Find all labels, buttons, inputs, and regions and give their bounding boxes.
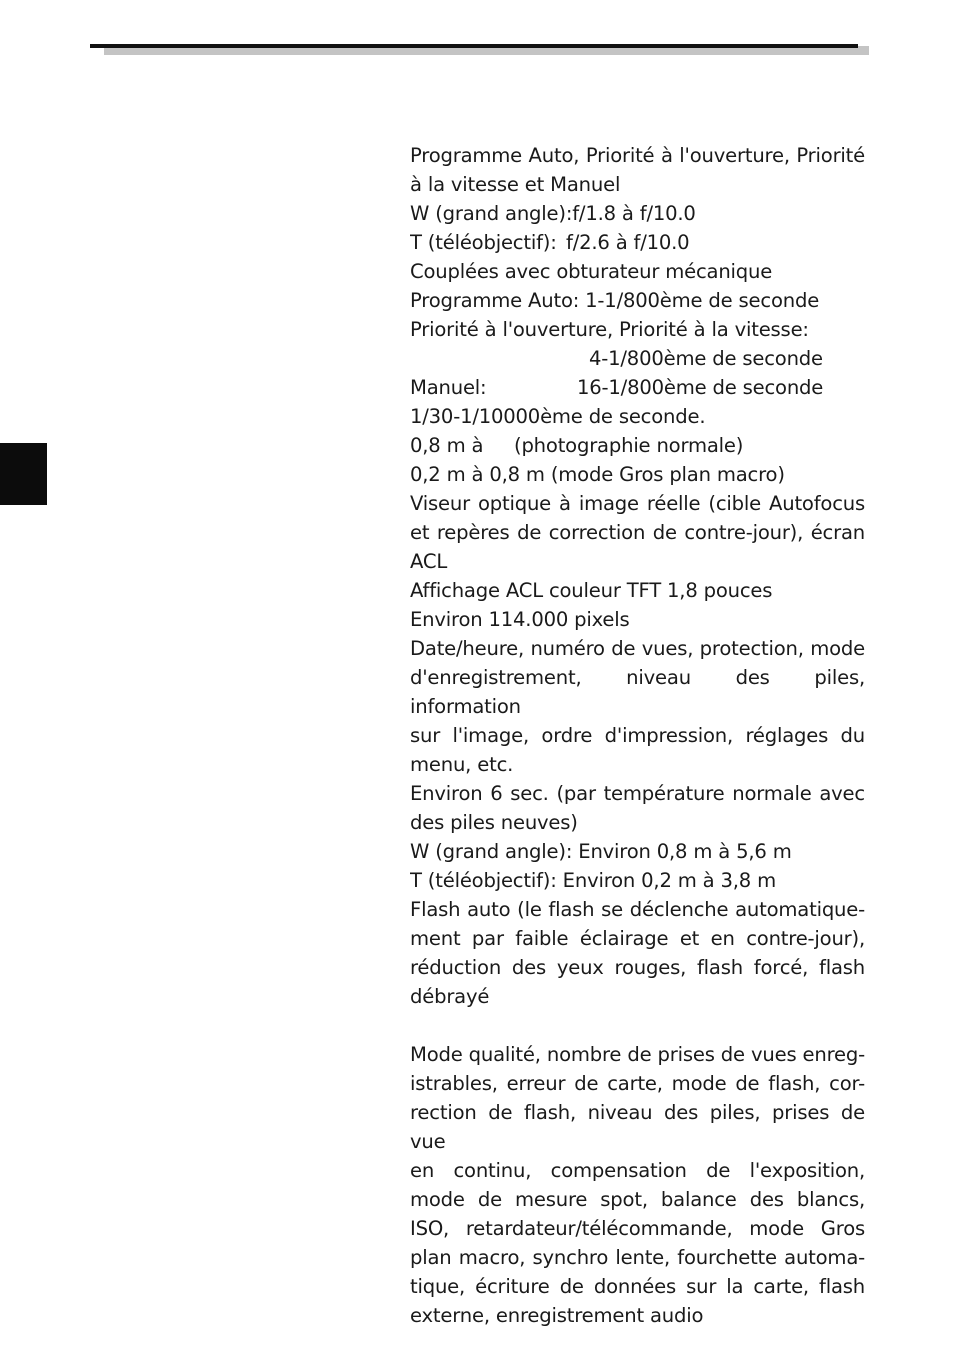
spec-line: Mode qualité, nombre de prises de vues enreg- [410, 1043, 865, 1066]
spec-line [410, 431, 865, 460]
spec-line: débrayé [410, 985, 490, 1008]
spec-line: Programme Auto: 1-1/800ème de seconde [410, 289, 820, 312]
spec-line: externe, enregistrement audio [410, 1304, 704, 1327]
spec-line: tique, écriture de données sur la carte, flash [410, 1275, 865, 1298]
spec-line: ISO, retardateur/télécommande, mode Gros [410, 1217, 865, 1240]
spec-line-label: 0,8 m à [410, 434, 484, 457]
spec-line: plan macro, synchro lente, fourchette automa- [410, 1246, 865, 1269]
spec-line: rection de flash, niveau des piles, prises de vue [410, 1101, 865, 1153]
paragraph-gap [410, 1011, 865, 1040]
spec-line: Date/heure, numéro de vues, protection, mode [410, 637, 865, 660]
spec-line-label: T (téléobjectif): [410, 231, 557, 254]
spec-line-value: f/2.6 à f/10.0 [566, 231, 690, 254]
chapter-tab-marker [0, 443, 47, 505]
spec-line-value: 16-1/800ème de seconde [577, 376, 824, 399]
spec-line: menu, etc. [410, 753, 514, 776]
specifications-text [410, 141, 865, 1330]
spec-line: des piles neuves) [410, 811, 578, 834]
spec-line: sur l'image, ordre d'impression, réglages du [410, 724, 865, 747]
spec-line: et repères de correction de contre-jour), écran [410, 521, 865, 544]
spec-line [410, 373, 865, 402]
spec-line-label: Manuel: [410, 376, 487, 399]
header-rule [90, 44, 858, 48]
spec-line: d'enregistrement, niveau des piles, information [410, 666, 865, 718]
spec-line: réduction des yeux rouges, flash forcé, flash [410, 956, 865, 979]
spec-line: à la vitesse et Manuel [410, 173, 621, 196]
spec-line: Priorité à l'ouverture, Priorité à la vitesse: [410, 318, 809, 341]
spec-line-value: (photographie normale) [514, 434, 744, 457]
spec-line: Viseur optique à image réelle (cible Autofocus [410, 492, 865, 515]
spec-line: Couplées avec obturateur mécanique [410, 260, 773, 283]
spec-line: W (grand angle): Environ 0,8 m à 5,6 m [410, 840, 792, 863]
spec-line: mode de mesure spot, balance des blancs, [410, 1188, 865, 1211]
spec-line: Environ 6 sec. (par température normale avec [410, 782, 865, 805]
spec-line: 0,2 m à 0,8 m (mode Gros plan macro) [410, 463, 785, 486]
spec-line: Flash auto (le flash se déclenche automatique- [410, 898, 865, 921]
spec-line: Environ 114.000 pixels [410, 608, 630, 631]
spec-line: 1/30-1/10000ème de seconde. [410, 405, 706, 428]
spec-line: Affichage ACL couleur TFT 1,8 pouces [410, 579, 773, 602]
spec-line: ment par faible éclairage et en contre-jour), [410, 927, 865, 950]
spec-line: T (téléobjectif): Environ 0,2 m à 3,8 m [410, 869, 776, 892]
spec-line: 4-1/800ème de seconde [589, 347, 823, 370]
spec-line [410, 228, 865, 257]
spec-line: ACL [410, 550, 448, 573]
spec-line: W (grand angle):f/1.8 à f/10.0 [410, 202, 696, 225]
spec-line: en continu, compensation de l'exposition, [410, 1159, 865, 1182]
spec-line: Programme Auto, Priorité à l'ouverture, Priorité [410, 144, 865, 167]
spec-line: istrables, erreur de carte, mode de flash, cor- [410, 1072, 865, 1095]
